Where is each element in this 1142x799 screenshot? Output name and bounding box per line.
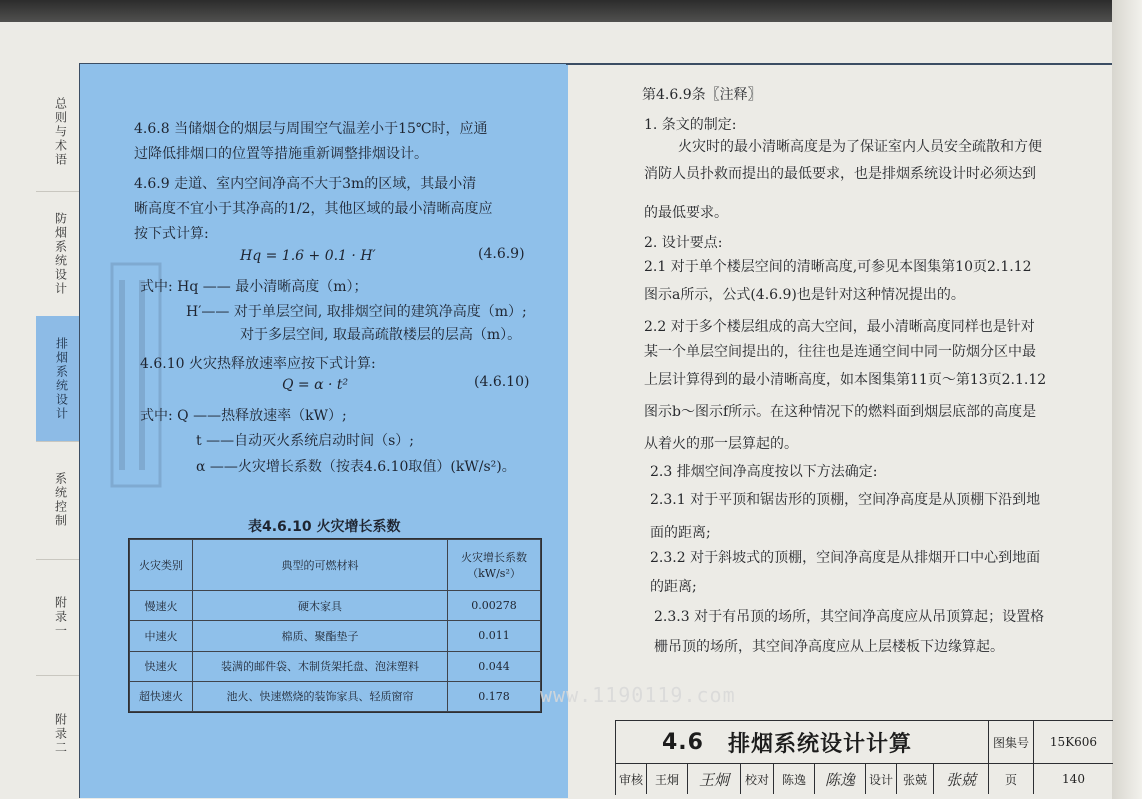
reviewer-signature: 王炯 bbox=[688, 764, 741, 794]
section-number: 4.6 bbox=[662, 729, 704, 755]
section-title: 排烟系统设计计算 bbox=[728, 731, 913, 757]
table-cell-coefficient: 0.00278 bbox=[448, 591, 541, 621]
table-row bbox=[130, 621, 541, 651]
clause-4-6-10: 4.6.10 火灾热释放速率应按下式计算: bbox=[140, 356, 376, 372]
watermark-text: www.1190119.com bbox=[540, 683, 736, 707]
formula-4-6-10: Q = α · t² bbox=[282, 377, 349, 393]
check-label: 校对 bbox=[741, 764, 774, 794]
table-cell-category: 超快速火 bbox=[130, 681, 193, 711]
where-h-single: H′—— 对于单层空间, 取排烟空间的建筑净高度（m）; bbox=[186, 304, 527, 320]
commentary-line: 消防人员扑救而提出的最低要求，也是排烟系统设计时必须达到 bbox=[644, 166, 1036, 182]
tab-appendix-1[interactable]: 附录一 bbox=[36, 559, 84, 676]
clause-4-6-9-line2: 晰高度不宜小于其净高的1/2，其他区域的最小清晰高度应 bbox=[134, 201, 493, 217]
atlas-number: 15K606 bbox=[1034, 721, 1113, 764]
where-hq: 式中: Hq —— 最小清晰高度（m）； bbox=[140, 279, 368, 295]
design-label: 设计 bbox=[866, 764, 897, 794]
table-cell-coefficient: 0.178 bbox=[448, 681, 541, 711]
fire-growth-table bbox=[128, 538, 542, 713]
checker-name: 陈逸 bbox=[774, 764, 815, 794]
table-cell-category: 中速火 bbox=[130, 621, 193, 651]
commentary-line: 图示a所示，公式(4.6.9)也是针对这种情况提出的。 bbox=[644, 287, 965, 303]
commentary-line: 2.3.1 对于平顶和锯齿形的顶棚，空间净高度是从顶棚下沿到地 bbox=[650, 492, 1041, 508]
table-header-coefficient bbox=[448, 540, 541, 591]
page-label: 页 bbox=[989, 764, 1034, 794]
table-title: 表4.6.10 火灾增长系数 bbox=[248, 519, 401, 535]
commentary-line: 上层计算得到的最小清晰高度，如本图集第11页～第13页2.1.12 bbox=[644, 372, 1047, 388]
page-number: 140 bbox=[1062, 772, 1085, 786]
table-row bbox=[130, 651, 541, 681]
commentary-line: 2.3.2 对于斜坡式的顶棚，空间净高度是从排烟开口中心到地面 bbox=[650, 550, 1041, 566]
designer-name: 张兢 bbox=[897, 764, 934, 794]
where-q: 式中: Q ——热释放速率（kW）; bbox=[140, 408, 347, 424]
tab-smoke-prevention[interactable]: 防烟系统设计 bbox=[36, 191, 84, 317]
clause-4-6-9-line3: 按下式计算: bbox=[134, 226, 209, 242]
commentary-line: 栅吊顶的场所，其空间净高度应从上层楼板下边缘算起。 bbox=[654, 639, 1004, 655]
table-cell-material: 棉质、聚酯垫子 bbox=[193, 621, 448, 651]
tab-system-control[interactable]: 系统控制 bbox=[36, 441, 84, 560]
formula-4-6-9: Hq = 1.6 + 0.1 · H′ bbox=[240, 248, 376, 264]
commentary-line: 从着火的那一层算起的。 bbox=[644, 436, 798, 452]
table-cell-material: 硬木家具 bbox=[193, 591, 448, 621]
table-header-coefficient-label: 火灾增长系数 bbox=[461, 551, 527, 564]
tab-appendix-2[interactable]: 附录二 bbox=[53, 713, 68, 755]
commentary-line: 2.2 对于多个楼层组成的高大空间，最小清晰高度同样也是针对 bbox=[644, 319, 1035, 335]
commentary-line: 2.3.3 对于有吊顶的场所，其空间净高度应从吊顶算起；设置格 bbox=[654, 609, 1045, 625]
tab-smoke-exhaust[interactable]: 排烟系统设计 bbox=[36, 316, 86, 442]
where-alpha: α ——火灾增长系数（按表4.6.10取值）(kW/s²)。 bbox=[196, 459, 516, 475]
table-cell-coefficient: 0.044 bbox=[448, 651, 541, 681]
title-block bbox=[615, 720, 1113, 795]
designer-signature: 张兢 bbox=[934, 764, 989, 794]
table-cell-material: 装满的邮件袋、木制货架托盘、泡沫塑料 bbox=[193, 651, 448, 681]
clause-4-6-8-line2: 过降低排烟口的位置等措施重新调整排烟设计。 bbox=[134, 146, 428, 162]
where-h-multi: 对于多层空间, 取最高疏散楼层的层高（m）。 bbox=[240, 327, 522, 343]
table-header-row bbox=[130, 540, 541, 591]
commentary-line: 的最低要求。 bbox=[644, 205, 728, 221]
reviewer-name: 王炯 bbox=[647, 764, 688, 794]
table-cell-category: 快速火 bbox=[130, 651, 193, 681]
commentary-line: 面的距离; bbox=[650, 525, 711, 541]
commentary-line: 图示b～图示f所示。在这种情况下的燃料面到烟层底部的高度是 bbox=[644, 404, 1037, 420]
title-block-header bbox=[616, 721, 989, 764]
commentary-line: 1. 条文的制定: bbox=[644, 117, 737, 133]
atlas-number-label: 图集号 bbox=[989, 721, 1034, 764]
review-label: 审核 bbox=[616, 764, 647, 794]
commentary-line: 火灾时的最小清晰高度是为了保证室内人员安全疏散和方便 bbox=[678, 139, 1042, 155]
tab-general[interactable]: 总则与术语 bbox=[36, 73, 84, 192]
clause-4-6-8-line1: 4.6.8 当储烟仓的烟层与周围空气温差小于15℃时，应通 bbox=[134, 121, 488, 137]
table-header-coefficient-unit: （kW/s²） bbox=[467, 567, 521, 580]
table-row bbox=[130, 681, 541, 711]
table-header-category: 火灾类别 bbox=[130, 540, 193, 591]
commentary-line: 某一个单层空间提出的，往往也是连通空间中同一防烟分区中最 bbox=[644, 344, 1036, 360]
table-header-material: 典型的可燃材料 bbox=[193, 540, 448, 591]
commentary-line: 2.1 对于单个楼层空间的清晰高度,可参见本图集第10页2.1.12 bbox=[644, 259, 1032, 275]
commentary-line: 的距离; bbox=[650, 579, 697, 595]
frame-line bbox=[566, 63, 1112, 65]
checker-signature: 陈逸 bbox=[815, 764, 866, 794]
commentary-line: 2.3 排烟空间净高度按以下方法确定: bbox=[650, 464, 878, 480]
table-cell-material: 池火、快速燃烧的装饰家具、轻质窗帘 bbox=[193, 681, 448, 711]
commentary-heading: 第4.6.9条〖注释〗 bbox=[642, 87, 762, 103]
table-cell-coefficient: 0.011 bbox=[448, 621, 541, 651]
page-edge bbox=[1112, 0, 1142, 799]
clause-4-6-9-line1: 4.6.9 走道、室内空间净高不大于3m的区域，其最小清 bbox=[134, 176, 477, 192]
where-t: t ——自动灭火系统启动时间（s）; bbox=[196, 433, 414, 449]
table-row bbox=[130, 591, 541, 621]
formula-4-6-10-number: (4.6.10) bbox=[474, 374, 530, 390]
table-cell-category: 慢速火 bbox=[130, 591, 193, 621]
commentary-line: 2. 设计要点: bbox=[644, 235, 723, 251]
formula-4-6-9-number: (4.6.9) bbox=[478, 246, 525, 262]
